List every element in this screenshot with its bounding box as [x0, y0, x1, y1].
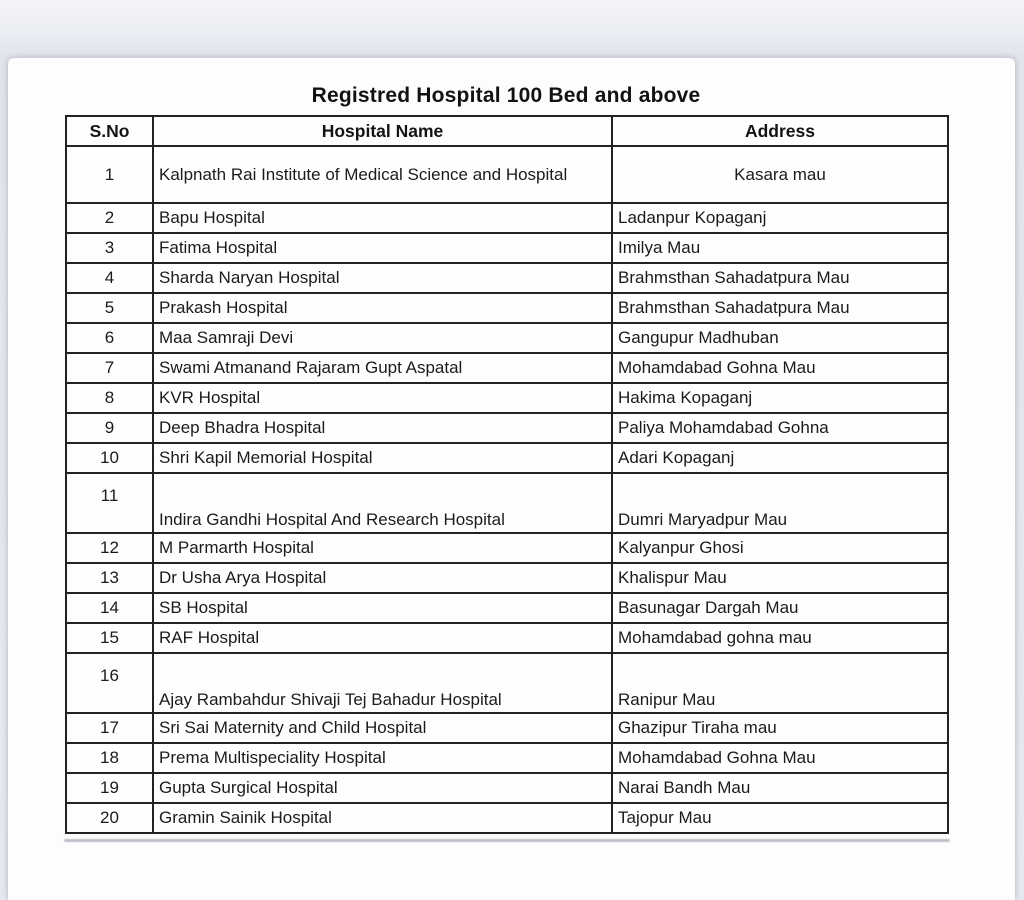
table-cell-sno — [66, 473, 153, 533]
cell-text: Maa Samraji Devi — [159, 328, 294, 347]
cell-text: Kalyanpur Ghosi — [618, 538, 744, 557]
cell-text: Swami Atmanand Rajaram Gupt Aspatal — [159, 358, 463, 377]
table-cell-address — [612, 803, 948, 833]
table-cell-sno — [66, 353, 153, 383]
table-row — [66, 413, 948, 443]
table-cell-sno — [66, 203, 153, 233]
cell-text: 20 — [100, 808, 119, 827]
cell-text: Imilya Mau — [618, 238, 701, 257]
table-cell-name — [153, 743, 612, 773]
table-cell-sno — [66, 593, 153, 623]
cell-text: Mohamdabad Gohna Mau — [618, 748, 816, 767]
table-cell-address — [612, 383, 948, 413]
column-header-address: Address — [612, 116, 948, 146]
cell-text: 11 — [100, 486, 119, 505]
table-row — [66, 533, 948, 563]
cell-text: Ladanpur Kopaganj — [618, 208, 767, 227]
table-cell-address — [612, 653, 948, 713]
table-cell-sno — [66, 743, 153, 773]
table-cell-sno — [66, 563, 153, 593]
table-row — [66, 623, 948, 653]
cell-text: 3 — [104, 238, 115, 257]
cell-text: Brahmsthan Sahadatpura Mau — [618, 298, 850, 317]
table-row — [66, 473, 948, 533]
table-row — [66, 323, 948, 353]
table-row — [66, 146, 948, 203]
cell-text: 5 — [104, 298, 115, 317]
table-cell-sno — [66, 293, 153, 323]
cell-text: Bapu Hospital — [159, 208, 265, 227]
cell-text: KVR Hospital — [159, 388, 261, 407]
table-cell-address — [612, 293, 948, 323]
table-cell-address — [612, 533, 948, 563]
cell-text: Ghazipur Tiraha mau — [618, 718, 777, 737]
cell-text: 1 — [104, 164, 115, 184]
cell-text: Sharda Naryan Hospital — [159, 268, 340, 287]
cell-text: 2 — [104, 208, 115, 227]
cell-text: Mohamdabad Gohna Mau — [618, 358, 816, 377]
column-header-sno: S.No — [66, 116, 153, 146]
cell-text: 17 — [100, 718, 119, 737]
document-page — [8, 58, 1015, 900]
cell-text: Sri Sai Maternity and Child Hospital — [159, 718, 427, 737]
table-cell-name — [153, 473, 612, 533]
table-cell-address — [612, 623, 948, 653]
table-header-row — [66, 116, 948, 146]
table-cell-name — [153, 323, 612, 353]
cell-text: Indira Gandhi Hospital And Research Hospital — [159, 510, 505, 529]
cell-text: Deep Bhadra Hospital — [159, 418, 326, 437]
table-row — [66, 293, 948, 323]
cell-text: M Parmarth Hospital — [159, 538, 314, 557]
table-cell-sno — [66, 383, 153, 413]
table-cell-sno — [66, 803, 153, 833]
table-cell-address — [612, 323, 948, 353]
cell-text: 8 — [104, 388, 115, 407]
table-cell-sno — [66, 146, 153, 203]
table-cell-address — [612, 773, 948, 803]
table-cell-name — [153, 593, 612, 623]
cell-text: 14 — [100, 598, 119, 617]
table-cell-name — [153, 803, 612, 833]
table-cell-sno — [66, 323, 153, 353]
table-cell-address — [612, 563, 948, 593]
table-row — [66, 233, 948, 263]
table-cell-name — [153, 443, 612, 473]
table-cell-sno — [66, 443, 153, 473]
cell-text: Narai Bandh Mau — [618, 778, 751, 797]
table-cell-name — [153, 653, 612, 713]
table-row — [66, 743, 948, 773]
table-cell-address — [612, 233, 948, 263]
cell-text: 10 — [100, 448, 119, 467]
table-row — [66, 263, 948, 293]
table-cell-address — [612, 593, 948, 623]
table-cell-name — [153, 263, 612, 293]
table-cell-sno — [66, 773, 153, 803]
cell-text: 7 — [104, 358, 115, 377]
table-cell-address — [612, 443, 948, 473]
cell-text: Paliya Mohamdabad Gohna — [618, 418, 829, 437]
cell-text: 19 — [100, 778, 119, 797]
table-cell-address — [612, 713, 948, 743]
cell-text: Khalispur Mau — [618, 568, 727, 587]
cell-text: 15 — [100, 628, 119, 647]
table-cell-address — [612, 263, 948, 293]
table-cell-address — [612, 353, 948, 383]
table-cell-address — [612, 413, 948, 443]
table-cell-name — [153, 773, 612, 803]
table-cell-address — [612, 473, 948, 533]
table-row — [66, 653, 948, 713]
table-cell-name — [153, 713, 612, 743]
table-cell-name — [153, 563, 612, 593]
table-cell-sno — [66, 623, 153, 653]
table-cell-sno — [66, 653, 153, 713]
table-cell-sno — [66, 233, 153, 263]
table-cell-name — [153, 146, 612, 203]
table-header — [66, 116, 948, 146]
cell-text: Kalpnath Rai Institute of Medical Science and Hospital — [159, 164, 568, 184]
cell-text: Shri Kapil Memorial Hospital — [159, 448, 373, 467]
cell-text: Ranipur Mau — [618, 690, 716, 709]
table-row — [66, 803, 948, 833]
table-cell-name — [153, 353, 612, 383]
cell-text: Kasara mau — [734, 164, 826, 184]
cell-text: 6 — [104, 328, 115, 347]
table-cell-sno — [66, 263, 153, 293]
cell-text: 13 — [100, 568, 119, 587]
table-row — [66, 383, 948, 413]
cell-text: Ajay Rambahdur Shivaji Tej Bahadur Hospital — [159, 690, 502, 709]
table-cell-name — [153, 233, 612, 263]
page-title: Registred Hospital 100 Bed and above — [311, 84, 701, 107]
table-cell-sno — [66, 413, 153, 443]
cell-text: Adari Kopaganj — [618, 448, 735, 467]
table-cell-address — [612, 743, 948, 773]
cell-text: SB Hospital — [159, 598, 248, 617]
cell-text: Gramin Sainik Hospital — [159, 808, 332, 827]
cell-text: Brahmsthan Sahadatpura Mau — [618, 268, 850, 287]
cell-text: Basunagar Dargah Mau — [618, 598, 799, 617]
cell-text: Gangupur Madhuban — [618, 328, 779, 347]
table-row — [66, 563, 948, 593]
table-cell-address — [612, 146, 948, 203]
table-row — [66, 713, 948, 743]
table-row — [66, 773, 948, 803]
table-row — [66, 203, 948, 233]
table-shadow-line — [64, 839, 950, 842]
cell-text: Dumri Maryadpur Mau — [618, 510, 788, 529]
table-cell-name — [153, 203, 612, 233]
cell-text: Mohamdabad gohna mau — [618, 628, 812, 647]
table-cell-name — [153, 623, 612, 653]
cell-text: Dr Usha Arya Hospital — [159, 568, 327, 587]
cell-text: Prema Multispeciality Hospital — [159, 748, 386, 767]
cell-text: 9 — [104, 418, 115, 437]
table-cell-sno — [66, 533, 153, 563]
table-row — [66, 593, 948, 623]
cell-text: Tajopur Mau — [618, 808, 712, 827]
cell-text: 16 — [100, 666, 119, 685]
table-cell-sno — [66, 713, 153, 743]
cell-text: 18 — [100, 748, 119, 767]
table-cell-name — [153, 293, 612, 323]
table-cell-name — [153, 413, 612, 443]
cell-text: Hakima Kopaganj — [618, 388, 753, 407]
table-cell-name — [153, 533, 612, 563]
table-cell-name — [153, 383, 612, 413]
cell-text: RAF Hospital — [159, 628, 260, 647]
hospital-table-body — [66, 146, 948, 833]
cell-text: 4 — [104, 268, 115, 287]
table-row — [66, 353, 948, 383]
hospital-table — [65, 115, 949, 834]
cell-text: Gupta Surgical Hospital — [159, 778, 338, 797]
table-row — [66, 443, 948, 473]
cell-text: Prakash Hospital — [159, 298, 288, 317]
cell-text: Fatima Hospital — [159, 238, 278, 257]
table-cell-address — [612, 203, 948, 233]
column-header-hospital-name: Hospital Name — [153, 116, 612, 146]
cell-text: 12 — [100, 538, 119, 557]
